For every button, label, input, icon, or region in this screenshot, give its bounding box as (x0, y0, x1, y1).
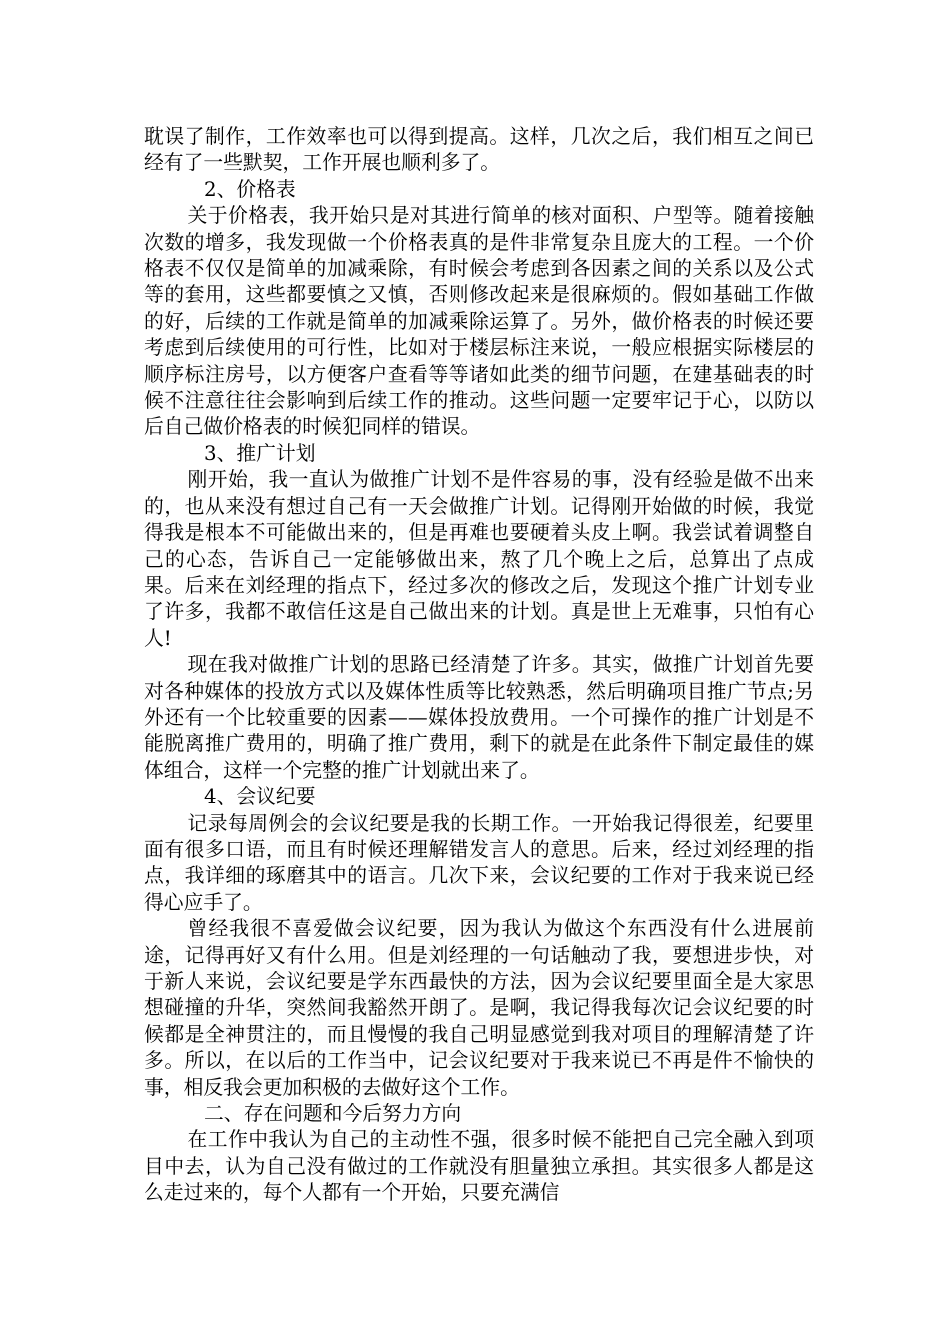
paragraph-promotion-plan-2: 现在我对做推广计划的思路已经清楚了许多。其实，做推广计划首先要对各种媒体的投放方式以及媒体性质等比较熟悉，然后明确项目推广节点;另外还有一个比较重要的因素——媒体投放费用。一个可操作的推广计划是不能脱离推广费用的，明确了推广费用，剩下的就是在此条件下制定最佳的媒体组合，这样一个完整的推广计划就出来了。 (144, 653, 814, 782)
document-page (144, 124, 814, 1207)
section-heading-promotion-plan: 3、推广计划 (204, 441, 316, 465)
paragraph-problems: 在工作中我认为自己的主动性不强，很多时候不能把自己完全融入到项目中去，认为自己没有做过的工作就没有胆量独立承担。其实很多人都是这么走过来的，每个人都有一个开始，只要充满信 (144, 1128, 814, 1205)
paragraph-continued: 耽误了制作，工作效率也可以得到提高。这样，几次之后，我们相互之间已经有了一些默契，工作开展也顺利多了。 (144, 125, 814, 175)
paragraph-meeting-minutes-2: 曾经我很不喜爱做会议纪要，因为我认为做这个东西没有什么进展前途，记得再好又有什么用。但是刘经理的一句话触动了我，要想进步快，对于新人来说，会议纪要是学东西最快的方法，因为会议纪要里面全是大家思想碰撞的升华，突然间我豁然开朗了。是啊，我记得我每次记会议纪要的时候都是全神贯注的，而且慢慢的我自己明显感觉到我对项目的理解清楚了许多。所以，在以后的工作当中，记会议纪要对于我来说已不再是件不愉快的事，相反我会更加积极的去做好这个工作。 (144, 917, 814, 1099)
section-heading-price-list: 2、价格表 (204, 177, 296, 201)
section-heading-meeting-minutes: 4、会议纪要 (204, 785, 316, 809)
paragraph-meeting-minutes-1: 记录每周例会的会议纪要是我的长期工作。一开始我记得很差，纪要里面有很多口语，而且有时候还理解错发言人的意思。后来，经过刘经理的指点，我详细的琢磨其中的语言。几次下来，会议纪要的工作对于我来说已经得心应手了。 (144, 811, 814, 914)
section-heading-problems-and-direction: 二、存在问题和今后努力方向 (204, 1102, 462, 1126)
paragraph-price-list: 关于价格表，我开始只是对其进行简单的核对面积、户型等。随着接触次数的增多，我发现做一个价格表真的是件非常复杂且庞大的工程。一个价格表不仅仅是简单的加减乘除，有时候会考虑到各因素之间的关系以及公式等的套用，这些都要慎之又慎，否则修改起来是很麻烦的。假如基础工作做的好，后续的工作就是简单的加减乘除运算了。另外，做价格表的时候还要考虑到后续使用的可行性，比如对于楼层标注来说，一般应根据实际楼层的顺序标注房号，以方便客户查看等等诸如此类的细节问题，在建基础表的时候不注意往往会影响到后续工作的推动。这些问题一定要牢记于心，以防以后自己做价格表的时候犯同样的错误。 (144, 204, 814, 439)
paragraph-promotion-plan-1: 刚开始，我一直认为做推广计划不是件容易的事，没有经验是做不出来的，也从来没有想过自己有一天会做推广计划。记得刚开始做的时候，我觉得我是根本不可能做出来的，但是再难也要硬着头皮上啊。我尝试着调整自己的心态，告诉自己一定能够做出来，熬了几个晚上之后，总算出了点成果。后来在刘经理的指点下，经过多次的修改之后，发现这个推广计划专业了许多，我都不敢信任这是自己做出来的计划。真是世上无难事，只怕有心人! (144, 468, 814, 650)
